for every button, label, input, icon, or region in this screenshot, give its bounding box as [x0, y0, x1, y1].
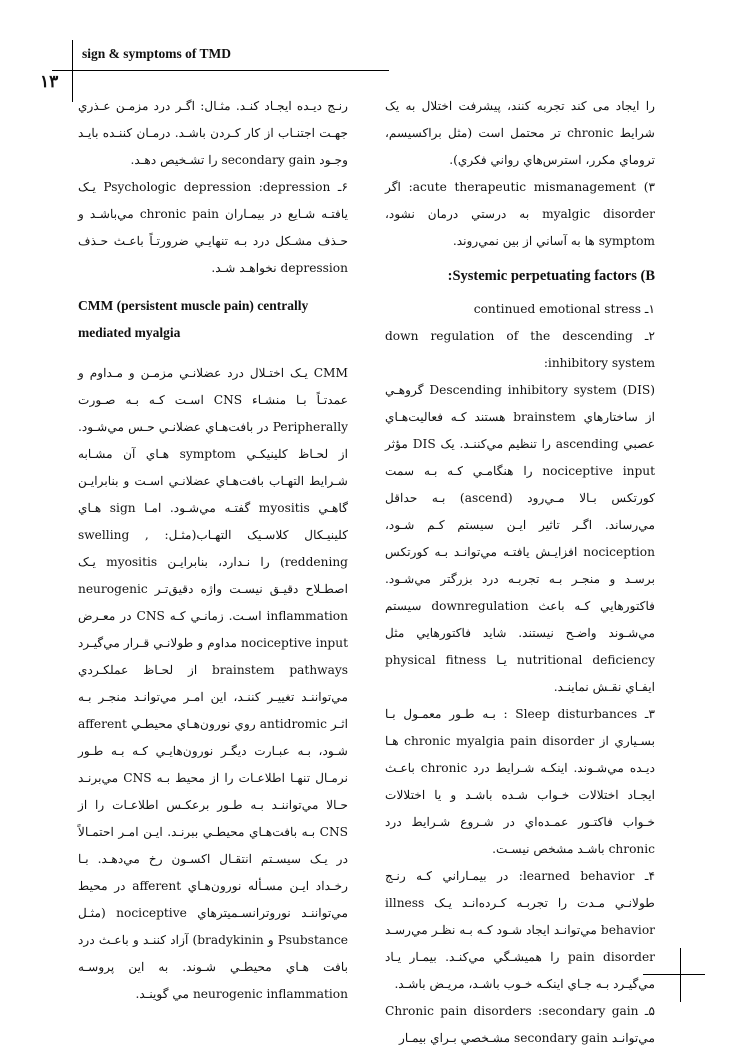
list-item: ۵ـ Chronic pain disorders :secondary gain مي‌توانـد secondary gain مشـخصي بـراي بيمـار — [385, 1004, 655, 1045]
running-header-title: sign & symptoms of TMD — [82, 46, 232, 61]
list-item-title: ۲ـ down regulation of the descending inhibitory system: — [385, 329, 655, 370]
list-item: ۴ـ learned behavior: در بيمـاراني کـه رنـج طولانـي مـدت را تجربـه کـرده‌انـد يـک illness behavior مي‌توانـد ايجاد شـود کـه بـه نظـر مي‌رسـد pain disorder را هميشـگي مي‌کنـد. بيمـار يـاد مي‌گيـرد بـه جـاي اينکـه خـوب باشـد، مريـض باشـد. — [385, 869, 655, 991]
footer-vertical-rule — [680, 948, 681, 1002]
header-horizontal-rule — [52, 70, 389, 71]
paragraph: رنـج ديـده ايجـاد کنـد. مثـال: اگـر درد مزمـن عـذري جهـت اجتنـاب از کار کـردن باشـد. درمـان کننـده بايـد وجـود secondary gain را تشـخيص دهـد. — [78, 99, 348, 167]
list-item-body: Descending inhibitory system (DIS) گروهـي از ساختارهاي brainstem هستند کـه فعاليت‌هـاي عصبي ascending را تنظيم مي‌کننـد. يک DIS مؤثر nociceptive input را هنگامـي کـه بـه سمت کورتکس بـالا مـي‌رود (ascend) بـه حداقل مي‌رساند. اگـر تاثير ايـن سيستم کـم شـود، nociception افزايـش يافتـه مي‌توانـد بـه کورتکس برسـد و منجـر بـه تجربـه درد بزرگتر مي‌شـود. فاکتورهايي کـه باعث downregulation سيستم مي‌شـوند واضـح نيستند. شايد فاکتورهايي مثل nutritional deficiency يـا physical fitness ايفـاي نقـش نماينـد. — [385, 383, 656, 694]
list-item: ۱ـ continued emotional stress — [473, 302, 655, 316]
paragraph: CMM يـک اختـلال درد عضلانـي مزمـن و مـداوم و عمدتـاً بـا منشـاء CNS اسـت کـه بـه صـورت Peripherally در بافت‌هـاي عضلانـي حـس مي‌شـود. از لحـاظ کلينيکـي symptom هـاي آن مشـابه شـرايط التهـاب بافت‌هـاي عضلانـي اسـت و بنابرايـن گاهـي myositis گفتـه مي‌شـود. امـا sign هـاي کلينيـکال کلاسـيک التهـاب(مثـل: swelling , reddening) را نـدارد، بنابرايـن myositis يـک اصطـلاح دقيـق نيسـت واژه دقيق‌تـر neurogenic inflammation اسـت. زمانـي کـه CNS در معـرض nociceptive input مداوم و طولانـي قـرار مي‌گيـرد brainstem pathways از لحـاظ عملکـردي مي‌تواننـد تغييـر کننـد، اين امـر مي‌توانـد منجـر بـه اثـر antidromic روي نورون‌هـاي محيطـي afferent شـود، بـه عبـارت ديگـر نورون‌هايـي کـه بـه طـور نرمـال تنهـا اطلاعـات را از محيط بـه CNS مي‌برنـد حـالا مي‌تواننـد بـه طـور برعکـس اطلاعـات را از CNS بـه بافت‌هـاي محيطـي ببرنـد. ايـن امـر احتمـالاً در يـک سيسـتم انتقـال اکسـون رخ مي‌دهـد. بـا رخـداد ايـن مسـأله نورون‌هـاي afferent در محيط مي‌تواننـد نوروترانسـميترهاي nociceptive (مثـل Psubstance و bradykinin) آزاد کننـد و باعـث درد بافت هـاي محيطـي شـوند. به اين پروسـه neurogenic inflammation مي گوينـد. — [78, 366, 349, 1001]
section-heading: :Systemic perpetuating factors (B — [447, 268, 655, 284]
list-item: ۳ـ Sleep disturbances : بـه طـور معمـول بـا بسـياري از chronic myalgia pain disorder هـا ديـده مي‌شـوند. اينکـه شـرايط درد chronic باعـث ايجـاد اختلالات خـواب شـده باشـد و يا اختلالات خـواب فاکتـور عمـده‌اي در شـروع شـرايط درد chronic باشـد مشخص نيسـت. — [385, 707, 656, 856]
right-column — [385, 93, 655, 1052]
section-heading: CMM (persistent muscle pain) centrally mediated myalgia — [78, 298, 309, 340]
list-item: ۶ـ Psychologic depression :depression يـک يافتـه شـايع در بيمـاران chronic pain مي‌باشـد و حـذف مشـکل درد بـه تنهايـي ضرورتـاً باعـث حـذف depression نخواهـد شـد. — [78, 180, 348, 275]
paragraph: را ایجاد می کند تجربه کنند، پیشرفت اختلال به یک شرایط chronic تر محتمل است (مثل براکسیسم، تروماي مکرر، استرس‌هاي رواني فکري). — [385, 99, 655, 167]
left-column — [78, 93, 348, 1008]
page-number: ۱۳ — [40, 72, 59, 91]
paragraph: ۳) acute therapeutic mismanagement: اگر myalgic disorder به درستي درمان نشود، symptom ها به آساني از بين نمي‌روند. — [385, 180, 655, 248]
